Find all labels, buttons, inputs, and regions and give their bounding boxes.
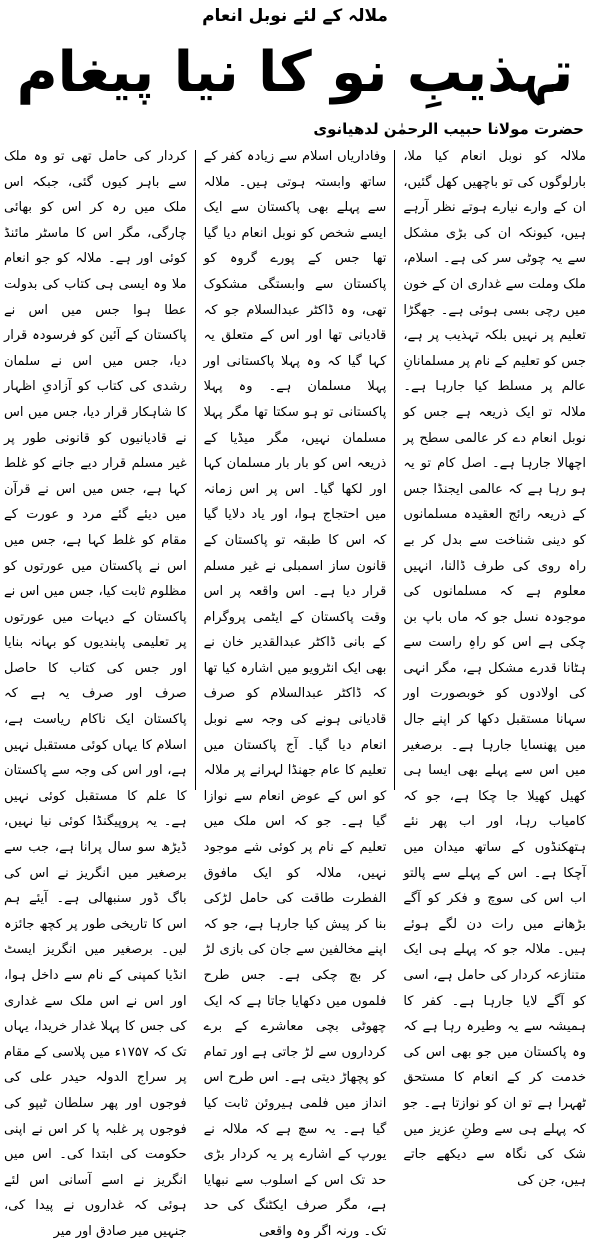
article-column-3 <box>3 144 187 1239</box>
article-column-1 <box>403 144 586 1188</box>
article-headline: تہذیبِ نو کا نیا پیغام <box>16 40 574 105</box>
article-body <box>3 144 586 1239</box>
column-text: کردار کی حامل تھی تو وہ ملک سے باہر کیوں گئی، جبکہ اس ملک میں رہ کر اس کو بھائی چارگی، مگر اس کا ماسٹر مائنڈ کوئی اور ہے۔ ملالہ کو جو انعام ملا وہ ایسی ہی کتاب کی بدولت عطا ہوا جس میں اس نے پاکستان کے آئین کو فرسودہ قرار دیا، جس میں اس نے سلمان رشدی کی کتاب کو آزادیِ اظہار کا شاہکار قرار دیا، جس میں اس نے قادیانیوں کو قانونی طور پر غیر مسلم قرار دیے جانے کو غلط کہا ہے، جس میں اس نے قرآن میں دیئے گئے مرد و عورت کے مقام کو غلط کہا ہے، جس میں اس نے پاکستان میں عورتوں کو مظلوم ثابت کیا، جس میں اس نے پاکستان کے دیہات میں عورتوں پر تعلیمی پابندیوں کو بہانہ بنایا اور جس کی کتاب کا حاصل صرف اور صرف یہ ہے کہ پاکستان ایک ناکام ریاست ہے، اسلام کا یہاں کوئی مستقبل نہیں ہے، اور اس کی وجہ سے پاکستان کا علم کا مستقبل کوئی نہیں ہے۔ یہ پروپیگنڈا کوئی نیا نہیں، ڈیڑھ سو سال پرانا ہے، جب سے برصغیر میں انگریز نے اس کی باگ ڈور سنبھالی ہے۔ آیئے ہم اس کا تاریخی طور پر کچھ جائزہ لیں۔ برصغیر میں انگریز ایسٹ انڈیا کمپنی کے نام سے داخل ہوا، اور اس نے اس ملک سے غداری کی جس کا پہلا غدار خریدا، یہاں تک کہ ۱۷۵۷ء میں پلاسی کے مقام پر سراج الدولہ حیدر علی کی فوجوں اور پھر سلطان ٹیپو کی فوجوں پر غلبہ پا کر اس نے اپنی حکومت کی ابتدا کی۔ اس میں انگریز نے اسے آسانی اس لئے ہوئی کہ غداروں نے پیدا کی، جنہیں میر صادق اور میر <box>3 149 187 1239</box>
column-text: وفاداریاں اسلام سے زیادہ کفر کے ساتھ وابستہ ہوتی ہیں۔ ملالہ سے پہلے بھی پاکستان سے ایک ایسے شخص کو نوبل انعام دیا گیا تھا جس کے پورے گروہ کو پاکستان سے وابستگی مشکوک تھی، وہ ڈاکٹر عبدالسلام جو کہ قادیانی تھا اور اس کے متعلق یہ کہا گیا کہ وہ پہلا پاکستانی اور پہلا مسلمان ہے۔ وہ پہلا پاکستانی تو ہو سکتا تھا مگر پہلا مسلمان نہیں، مگر میڈیا کے ذریعہ اس کو بار بار مسلمان کہا اور لکھا گیا۔ اس پر اس زمانہ میں احتجاج ہوا، اور یاد دلایا گیا کہ اس کا طبقہ تو پاکستان کے قانون ساز اسمبلی نے غیر مسلم قرار دیا ہے۔ اس واقعہ پر اس وقت پاکستان کے ایٹمی پروگرام کے بانی ڈاکٹر عبدالقدیر خان نے بھی ایک انٹرویو میں اشارہ کیا تھا کہ ڈاکٹر عبدالسلام کو صرف قادیانی ہونے کی وجہ سے نوبل انعام دیا گیا۔ آج پاکستان میں تعلیم کا عام جھنڈا لہرانے پر ملالہ کو اس کے عوض انعام سے نوازا گیا ہے۔ جو کہ اس ملک میں تعلیم کے نام پر کوئی شے موجود نہیں، ملالہ کو ایک مافوق الفطرت طاقت کی حامل لڑکی بنا کر پیش کیا جارہا ہے، جو کہ اپنے مخالفین سے جان کی بازی لڑ کر بچ چکی ہے۔ جس طرح فلموں میں دکھایا جاتا ہے کہ ایک چھوٹی بچی معاشرے کے برے کرداروں سے لڑ جاتی ہے اور تمام کو پچھاڑ دیتی ہے۔ اس طرح اس انداز میں فلمی ہیروئن ثابت کیا گیا ہے۔ یہ سچ ہے کہ ملالہ نے یورپ کے اشارے پر یہ کردار بڑی حد تک اس کے اسلوب سے نبھایا ہے، مگر صرف ایکٹنگ کی حد تک۔ ورنہ اگر وہ واقعی <box>203 149 387 1239</box>
column-text: ملالہ کو نوبل انعام کیا ملا، بارلوگوں کی تو باچھیں کھل گئیں، ان کے وارے نیارے ہوتے نظر آرہے ہیں، کیونکہ ان کی بڑی مشکل سے یہ چوٹی سر کی ہے۔ اسلام، ملک وملت سے غداری ان کے خون میں رچی بسی ہوئی ہے۔ جھگڑا تعلیم پر نہیں بلکہ تہذیب پر ہے، جس کو تعلیم کے نام پر مسلمانانِ عالم پر مسلط کیا جارہا ہے۔ ملالہ تو ایک ذریعہ ہے جس کو نوبل انعام دے کر عالمی سطح پر اچھالا جارہا ہے۔ اصل کام تو یہ ہو رہا ہے کہ عالمی ایجنڈا جس کے ذریعہ رائج العقیدہ مسلمانوں کو دینی شناخت سے بدل کر بے راہ روی کی طرف ڈالنا، انہیں معلوم ہے کہ مسلمانوں کی موجودہ نسل جو کہ ماں باپ بن چکی ہے اس کو راہِ راست سے ہٹانا قدرے مشکل ہے، مگر انہی کی اولادوں کو خوبصورت اور سہانا مستقبل دکھا کر اپنے جال میں پھنسایا جارہا ہے۔ برصغیر میں اس سے پہلے بھی ایسا ہی کھیل کھیلا جا چکا ہے، جو کہ کامیاب رہا، اور اب پھر نئے ہتھکنڈوں کے ساتھ میدان میں آچکا ہے۔ اس کے پہلے سے پالتو اب اس کی سوچ و فکر کو آگے بڑھانے میں رات دن لگے ہوئے ہیں۔ ملالہ جو کہ پہلے ہی ایک متنازعہ کردار کی حامل ہے، اسی کو آگے لایا جارہا ہے۔ کفر کا ہمیشہ سے یہ وطیرہ رہا ہے کہ وہ پاکستان میں جو بھی اس کی خدمت کر کے انعام کا مستحق ٹھہرا ہے تو ان کو نوازتا ہے۔ جو کہ پہلے ہی سے وطنِ عزیز میں شک کی نگاہ سے دیکھے جاتے ہیں، جن کی <box>403 149 586 1188</box>
article-column-2 <box>203 144 387 1239</box>
article-byline: حضرت مولانا حبیب الرحمٰن لدھیانوی <box>313 120 584 138</box>
article-kicker: ملالہ کے لئے نوبل انعام <box>202 6 388 26</box>
column-divider <box>394 150 395 790</box>
column-divider <box>195 150 196 790</box>
